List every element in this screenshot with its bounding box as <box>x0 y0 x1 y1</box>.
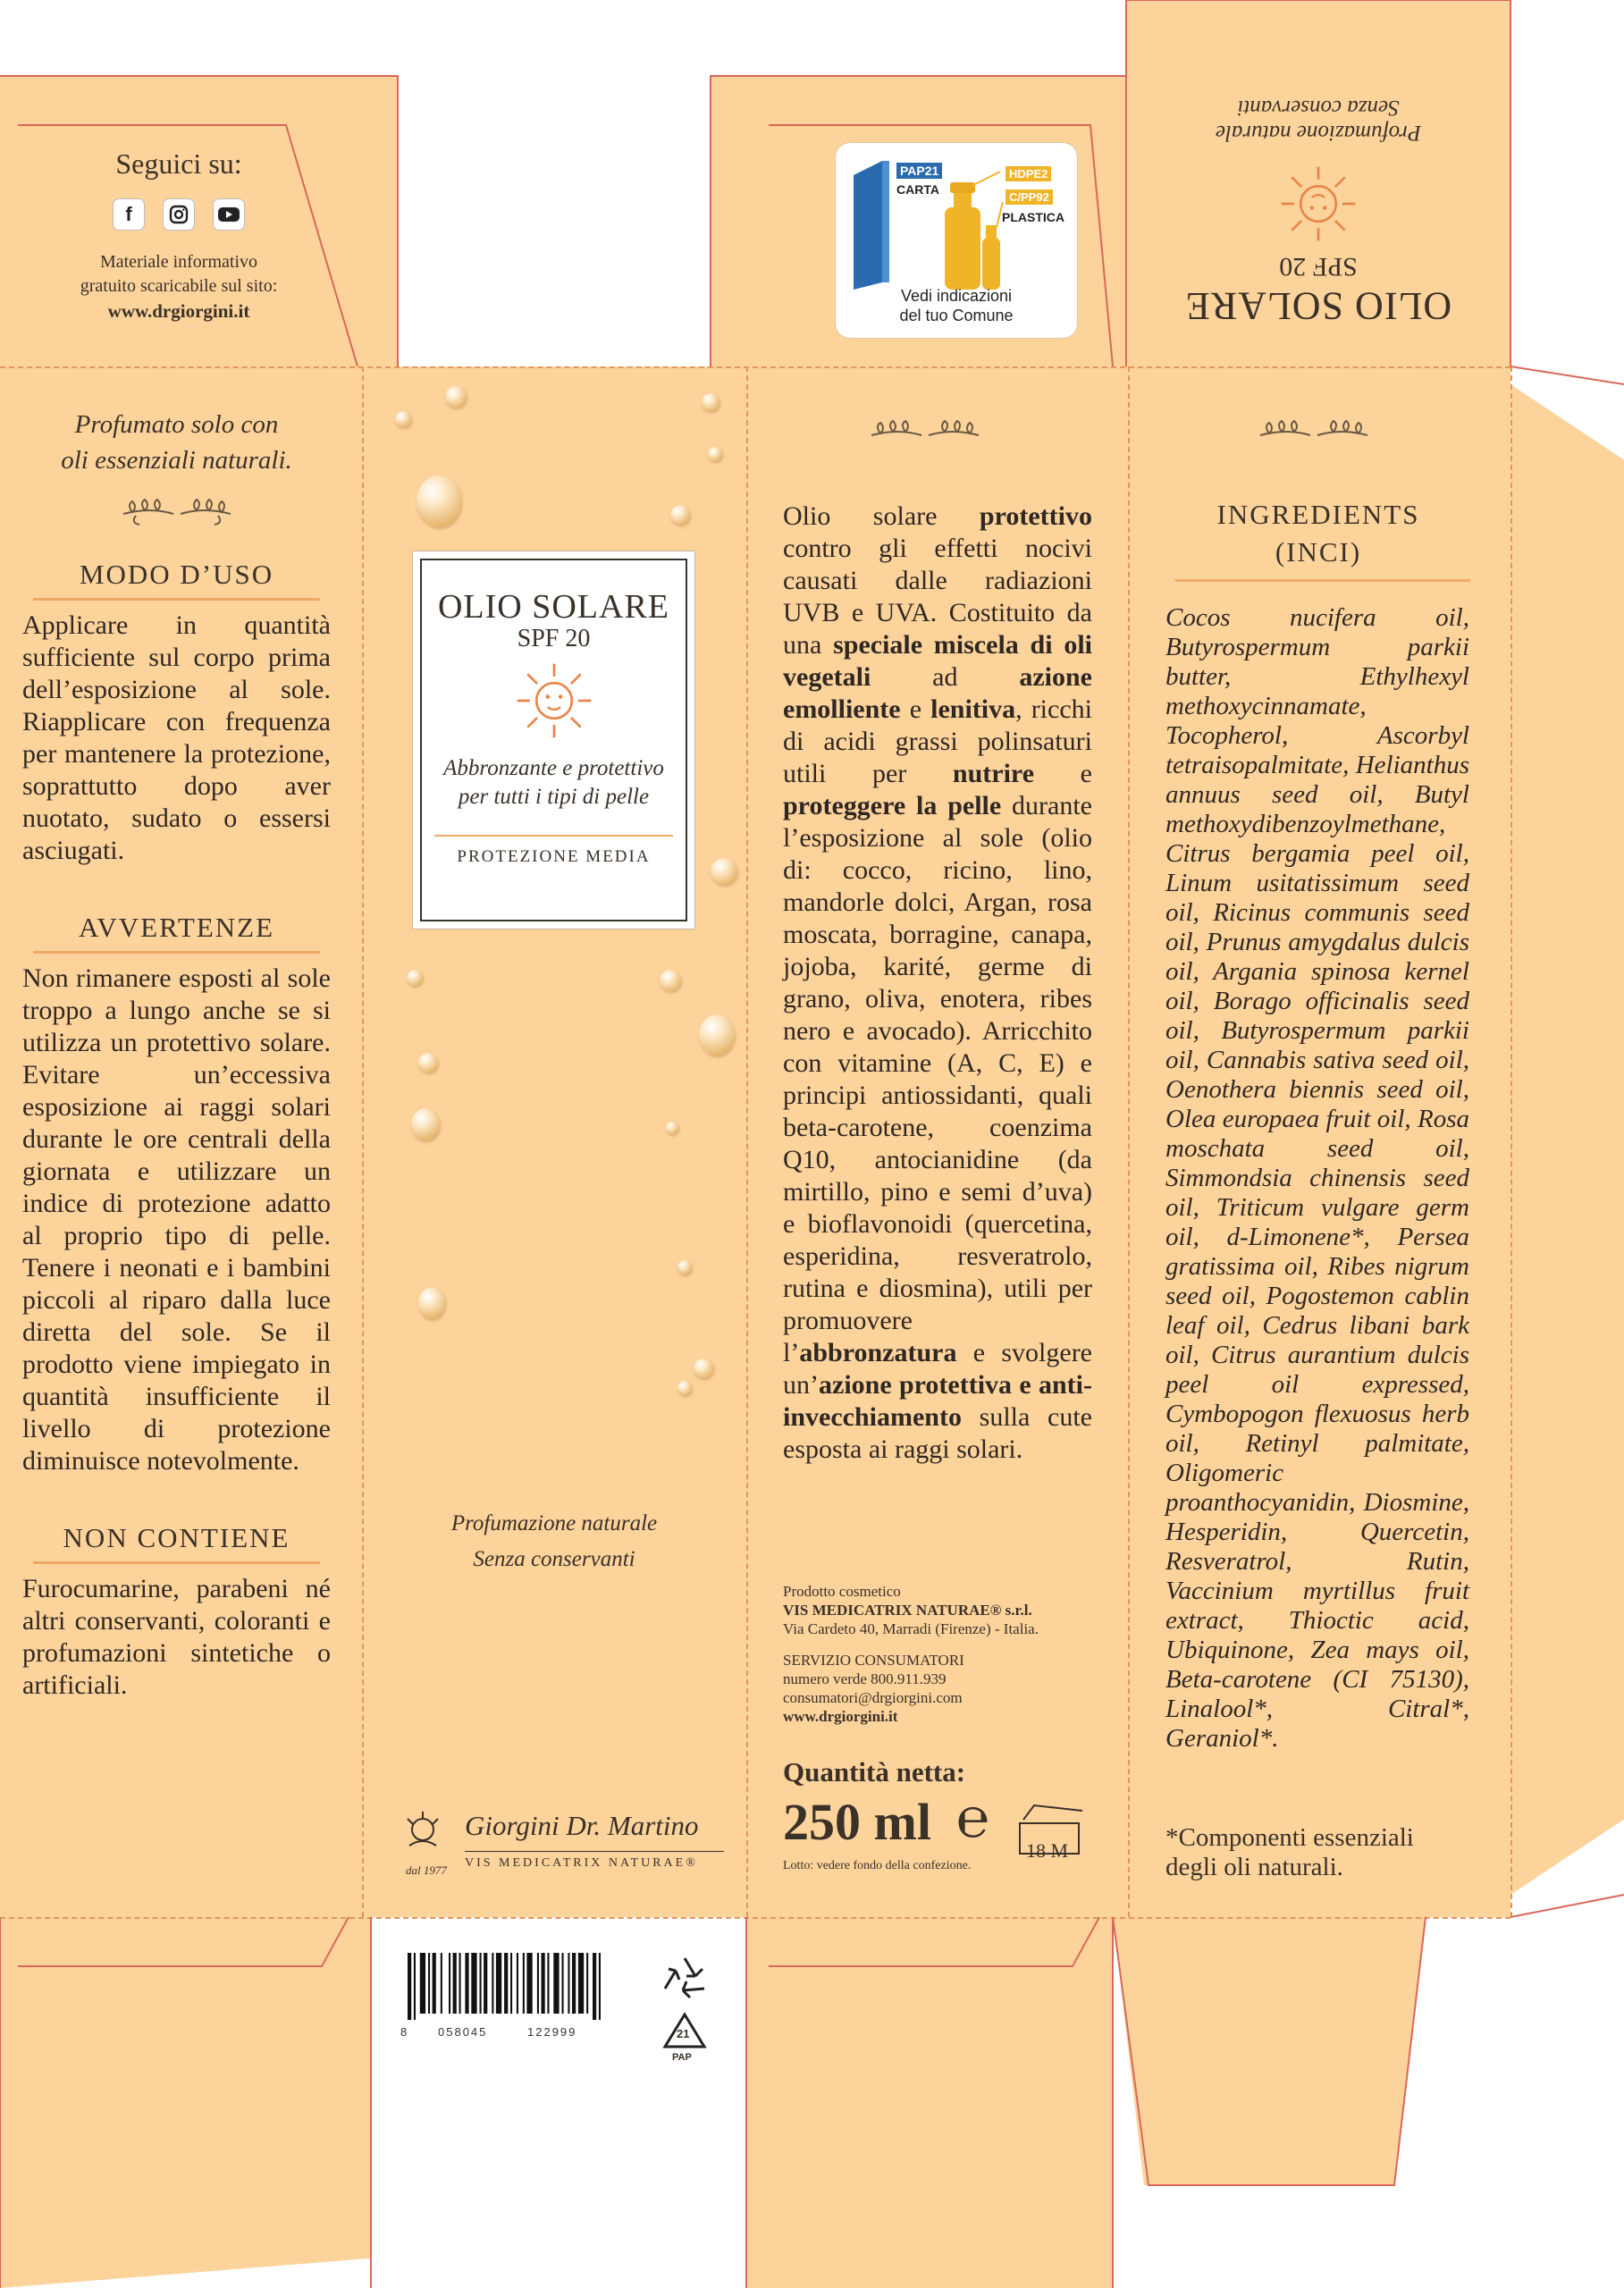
barcode-bar <box>480 1953 482 2014</box>
producer-info <box>783 1582 1092 1726</box>
water-drop <box>418 1287 445 1319</box>
sun-icon <box>1278 164 1359 244</box>
sun-icon <box>514 660 594 741</box>
brand-subtitle: VIS MEDICATRIX NATURAE® <box>465 1856 698 1870</box>
water-drop <box>407 970 423 986</box>
water-drop <box>666 1122 678 1134</box>
service-email[interactable]: consumatori@drgiorgini.com <box>783 1689 963 1706</box>
barcode-bar <box>496 1953 501 2014</box>
tagline-2: per tutti i tipi di pelle <box>458 785 650 809</box>
description-run: sulla cute esposta ai raggi solari. <box>783 1402 1092 1464</box>
water-drop <box>660 970 681 991</box>
free-from-rule <box>33 1561 320 1564</box>
ingredients-footnote: *Componenti essenziali degli oli naturali. <box>1165 1823 1414 1881</box>
description-run: , ricchi di acidi grassi polinsaturi utili per <box>783 694 1092 788</box>
ingredients-title <box>1162 496 1475 571</box>
description-bold-run: proteggere la pelle <box>783 791 1002 820</box>
front-label <box>413 551 694 929</box>
follow-title: Seguici su: <box>115 147 242 180</box>
facebook-icon[interactable]: f <box>113 198 145 231</box>
barcode-digits-2: 058045 <box>438 2025 488 2039</box>
laurel-ornament-icon <box>1238 416 1390 451</box>
barcode-bar <box>420 1953 425 2014</box>
info-line-2: gratuito scaricabile sul sito: <box>80 276 278 296</box>
recycle-icon <box>660 1953 710 2003</box>
info-line-1: Materiale informativo <box>99 252 258 272</box>
service-website[interactable]: www.drgiorgini.it <box>783 1708 898 1725</box>
barcode-bar <box>553 1953 559 2014</box>
water-drop <box>702 393 719 411</box>
description-bold-run: lenitiva <box>930 694 1016 724</box>
bottom-flap-left <box>0 1917 371 2288</box>
quantity-value: 250 ml <box>783 1793 931 1851</box>
lid-line-1: Profumazione naturale <box>1215 121 1422 145</box>
barcode-bar <box>459 1953 461 2014</box>
ingredients-title-1: INGREDIENTS <box>1216 499 1420 530</box>
producer-address: Via Cardeto 40, Marradi (Firenze) - Italia. <box>783 1620 1039 1637</box>
description-run: e svolgere un’ <box>783 1338 1092 1400</box>
barcode-bar <box>537 1953 539 2014</box>
barcode-bar <box>517 1953 518 2014</box>
front-footer <box>393 1506 715 1577</box>
barcode-bar <box>428 1953 430 2014</box>
barcode-bar <box>408 1953 411 2020</box>
fold-top <box>0 366 1510 368</box>
recycling-note-2: del tuo Comune <box>899 307 1014 324</box>
barcode <box>408 1953 613 2020</box>
description-run: Olio solare <box>783 501 980 531</box>
warnings-title: AVVERTENZE <box>78 912 275 943</box>
pap-code: PAP21 <box>896 163 942 179</box>
barcode-bar <box>441 1953 442 2014</box>
description-bold-run: protettivo <box>979 501 1092 531</box>
barcode-bar <box>526 1953 532 2014</box>
intro-line-2: oli essenziali naturali. <box>61 446 292 475</box>
water-drop <box>445 386 467 408</box>
water-drop <box>708 447 722 461</box>
service-phone: numero verde 800.911.939 <box>783 1670 947 1687</box>
barcode-bar <box>510 1953 512 2014</box>
instagram-icon[interactable] <box>163 198 195 231</box>
brand-emblem-icon <box>400 1810 445 1859</box>
lot-note: Lotto: vedere fondo della confezione. <box>783 1859 972 1872</box>
warnings-text: Non rimanere esposti al sole troppo a lungo anche se si utilizza un protettivo solare. Evitare un’eccessiva esposizione ai raggi solari durante le ore centrali della giornata e utilizzare un indice di protezione adatto al proprio tipo di pelle. Tenere i neonati e i bambini piccoli al riparo dalla luce diretta del sole. Se il prodotto viene impiegato in quantità insufficiente il livello di protezione diminuisce notevolmente. <box>22 963 331 1476</box>
water-drop <box>395 411 411 427</box>
barcode-bar <box>523 1953 525 2014</box>
usage-title: MODO D’USO <box>79 559 274 590</box>
barcode-bar <box>578 1953 584 2014</box>
free-from-title: NON CONTIENE <box>63 1522 290 1553</box>
brand-logo <box>400 1810 731 1881</box>
social-icons <box>54 198 304 231</box>
recycle-label: PAP <box>672 2052 692 2063</box>
barcode-bar <box>542 1953 545 2014</box>
product-title: OLIO SOLARE <box>437 588 670 626</box>
description-run: e <box>900 694 931 724</box>
brand-rule <box>465 1851 724 1852</box>
barcode-bar <box>504 1953 508 2014</box>
barcode-bar <box>484 1953 487 2014</box>
barcode-digits-1: 8 <box>400 2025 408 2039</box>
front-footer-2: Senza conservanti <box>473 1547 635 1571</box>
fold-bottom <box>0 1917 1510 1919</box>
recycling-note-1: Vedi indicazioni <box>900 287 1013 305</box>
water-drop <box>699 1014 735 1056</box>
water-drop <box>677 1260 692 1274</box>
hdpe-code: HDPE2 <box>1006 166 1051 181</box>
lid-title: OLIO SOLARE <box>1184 284 1452 328</box>
brand-name: Giorgini Dr. Martino <box>465 1810 699 1841</box>
barcode-bar <box>599 1953 601 2020</box>
description-bold-run: abbronzatura <box>799 1338 957 1367</box>
label-rule <box>434 835 673 837</box>
since-year: dal 1977 <box>406 1863 447 1877</box>
protection-level: PROTEZIONE MEDIA <box>457 847 651 866</box>
lid-panel <box>1144 18 1493 358</box>
fold-4 <box>1510 366 1512 1917</box>
recycle-code: 21 <box>677 2027 690 2040</box>
fold-2 <box>746 366 748 1917</box>
description-run: contro gli effetti nocivi causati dalle radiazioni UVB e UVA. Costituito da una <box>783 534 1092 660</box>
laurel-ornament-icon <box>858 416 992 451</box>
barcode-bar <box>449 1953 450 2014</box>
barcode-bar <box>492 1953 493 2014</box>
estimated-sign-icon: ℮ <box>956 1788 990 1849</box>
description-run: e <box>1034 759 1092 788</box>
barcode-bar <box>414 1953 416 2020</box>
barcode-bar <box>572 1953 576 2014</box>
front-label-content <box>413 587 694 867</box>
bottom-flap-right <box>1113 1917 1426 2185</box>
pao-label: 18 M <box>1026 1839 1069 1862</box>
description-run: durante l’esposizione al sole (olio di: cocco, ricino, lino, mandorle dolci, Argan, rosa moscata, borragine, canapa, jojoba, karité, germe di grano, oliva, enotera, ribes nero e avocado). Arricchito con vitamine (A, C, E) e principi antiossidanti, quali beta-carotene, coenzima Q10, antocianidine (da mirtillo, pino e semi d’uva) e bioflavonoidi (quercetina, esperidina, resveratrolo, rutina e diosmina), utili per promuovere l’ <box>783 791 1092 1367</box>
usage-rule <box>33 598 320 601</box>
barcode-bar <box>471 1953 476 2014</box>
description-bold-run: azione protettiva e anti-invecchiamento <box>783 1370 1092 1432</box>
recycling-note <box>836 286 1077 325</box>
cpp-code: C/PP92 <box>1006 189 1053 205</box>
lid-spf: SPF 20 <box>1279 252 1358 282</box>
product-description <box>783 500 1092 1466</box>
description-bold-run: azione emolliente <box>783 662 1092 724</box>
barcode-bar <box>453 1953 457 2014</box>
product-spf: SPF 20 <box>517 625 591 652</box>
lid-line-2: Senza conservanti <box>1237 96 1400 120</box>
fold-3 <box>1128 366 1130 1917</box>
left-panel <box>22 407 331 1702</box>
intro-line-1: Profumato solo con <box>74 410 279 439</box>
producer-label: Prodotto cosmetico <box>783 1583 901 1600</box>
usage-text: Applicare in quantità sufficiente sul corpo prima dell’esposizione al sole. Riapplicare con frequenza per mantenere la protezione, soprattutto dopo aver nuotato, sudato o essersi asciugati. <box>22 610 331 865</box>
water-drop <box>711 858 737 885</box>
ingredients-text: Cocos nucifera oil, Butyrospermum parkii butter, Ethylhexyl methoxycinnamate, Tocopherol, Ascorbyl tetraisopalmitate, Helianthus annuus seed oil, Butyl methoxydibenzoylmethane, Citrus bergamia peel oil, Linum usitatissimum seed oil, Ricinus communis seed oil, Prunus amygdalus dulcis oil, Argania spinosa kernel oil, Borago officinalis seed oil, Butyrospermum parkii oil, Cannabis sativa seed oil, Oenothera biennis seed oil, Olea europaea fruit oil, Rosa moschata seed oil, Simmondsia chinensis seed oil, Triticum vulgare germ oil, d-Limonene*, Persea gratissima oil, Ribes nigrum seed oil, Pogostemon cablin leaf oil, Cedrus libani bark oil, Citrus aurantium dulcis peel oil expressed, Cymbopogon flexuosus herb oil, Retinyl palmitate, Oligomeric proanthocyanidin, Diosmine, Hesperidin, Quercetin, Resveratrol, Rutin, Vaccinium myrtillus fruit extract, Thioctic acid, Ubiquinone, Zea mays oil, Beta-carotene (CI 75130), Linalool*, Citral*, Geraniol*. <box>1165 603 1469 1753</box>
description-bold-run: speciale miscela di oli vegetali <box>783 630 1092 692</box>
plastic-label: PLASTICA <box>1002 210 1064 224</box>
barcode-bar <box>568 1953 569 2014</box>
barcode-bar <box>586 1953 588 2014</box>
glue-flap <box>1510 384 1624 1895</box>
barcode-bar <box>593 1953 596 2020</box>
tagline-1: Abbronzante e protettivo <box>443 756 664 780</box>
description-bold-run: nutrire <box>952 759 1035 788</box>
intro-text <box>22 407 331 478</box>
barcode-bar <box>433 1953 436 2014</box>
recycling-box <box>836 143 1077 338</box>
bottom-flap-mid <box>746 1917 1113 2288</box>
youtube-icon[interactable] <box>213 198 245 231</box>
ingredients-title-2: (INCI) <box>1275 536 1362 568</box>
laurel-ornament-icon <box>114 494 240 530</box>
water-drop <box>670 505 690 525</box>
producer-name: VIS MEDICATRIX NATURAE® s.r.l. <box>783 1602 1032 1619</box>
service-title: SERVIZIO CONSUMATORI <box>783 1652 964 1669</box>
water-drop <box>677 1381 692 1395</box>
water-drop <box>694 1358 713 1378</box>
barcode-bar <box>465 1953 468 2014</box>
fold-1 <box>362 366 364 1917</box>
free-from-text: Furocumarine, parabeni né altri conservanti, coloranti e profumazioni sintetiche o artificiali. <box>22 1574 331 1700</box>
water-drop <box>411 1108 440 1140</box>
front-footer-1: Profumazione naturale <box>450 1511 658 1535</box>
pap-label: CARTA <box>896 182 939 197</box>
social-block <box>54 147 304 324</box>
water-drop <box>418 1053 438 1072</box>
barcode-bar <box>547 1953 549 2014</box>
website-link[interactable]: www.drgiorgini.it <box>107 300 250 322</box>
barcode-digits-3: 122999 <box>527 2025 577 2039</box>
warnings-rule <box>33 951 320 954</box>
quantity-label: Quantità netta: <box>783 1756 966 1788</box>
description-run: ad <box>871 662 1020 692</box>
barcode-bar <box>562 1953 564 2014</box>
ingredients-rule <box>1175 579 1470 582</box>
water-drop <box>417 475 461 527</box>
